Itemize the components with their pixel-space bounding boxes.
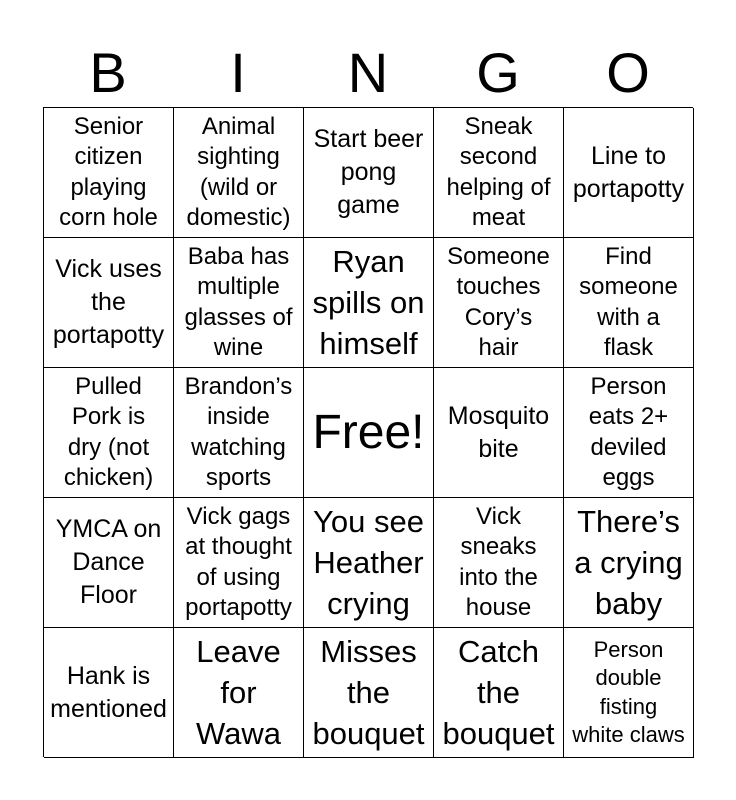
cell-text: Vick uses the portapotty — [52, 255, 165, 349]
cell-text: Sneak second helping of meat — [446, 112, 551, 231]
bingo-cell[interactable] — [174, 368, 304, 498]
cell-text: Animal sighting (wild or domestic) — [186, 112, 291, 231]
free-space[interactable] — [304, 368, 434, 498]
cell-text: Person eats 2+ deviled eggs — [588, 372, 669, 491]
cell-text: Baba has multiple glasses of wine — [184, 242, 293, 361]
bingo-cell[interactable] — [44, 628, 174, 758]
cell-text: Senior citizen playing corn hole — [59, 112, 158, 231]
bingo-cell[interactable] — [434, 238, 564, 368]
cell-text: Vick sneaks into the house — [459, 502, 538, 621]
bingo-cell[interactable] — [174, 238, 304, 368]
cell-text: Find someone with a flask — [579, 242, 678, 361]
bingo-cell[interactable] — [434, 368, 564, 498]
cell-text: Hank is mentioned — [50, 661, 167, 723]
free-space-text: Free! — [312, 405, 425, 459]
bingo-cell[interactable] — [304, 108, 434, 238]
bingo-cell[interactable] — [174, 108, 304, 238]
bingo-cell[interactable] — [174, 628, 304, 758]
bingo-cell[interactable] — [564, 238, 694, 368]
cell-text: Brandon’s inside watching sports — [184, 372, 293, 491]
header-letter-b: B — [89, 41, 127, 104]
bingo-cell[interactable] — [304, 628, 434, 758]
bingo-cell[interactable] — [304, 238, 434, 368]
bingo-cell[interactable] — [174, 498, 304, 628]
bingo-cell[interactable] — [434, 498, 564, 628]
bingo-cell[interactable] — [564, 368, 694, 498]
cell-text: Someone touches Cory’s hair — [447, 242, 550, 361]
cell-text: Pulled Pork is dry (not chicken) — [63, 372, 154, 491]
bingo-cell[interactable] — [564, 108, 694, 238]
bingo-cell[interactable] — [44, 108, 174, 238]
cell-text: Mosquito bite — [447, 401, 550, 463]
cell-text: Person double fisting white claws — [572, 636, 685, 747]
cell-text: Leave for Wawa — [196, 634, 281, 751]
bingo-header — [43, 40, 693, 106]
header-letter-n: N — [347, 41, 389, 104]
cell-text: Start beer pong game — [313, 125, 424, 219]
bingo-cell[interactable] — [44, 498, 174, 628]
cell-text: Catch the bouquet — [442, 634, 555, 751]
cell-text: YMCA on Dance Floor — [55, 515, 162, 609]
bingo-cell[interactable] — [44, 368, 174, 498]
bingo-cell[interactable] — [564, 628, 694, 758]
bingo-cell[interactable] — [434, 628, 564, 758]
header-letter-o: O — [606, 41, 650, 104]
cell-text: Line to portapotty — [572, 141, 685, 203]
cell-text: Ryan spills on himself — [312, 244, 425, 361]
cell-text: There’s a crying baby — [574, 504, 683, 621]
header-letter-i: I — [230, 41, 246, 104]
bingo-cell[interactable] — [564, 498, 694, 628]
cell-text: Misses the bouquet — [312, 634, 425, 751]
cell-text: Vick gags at thought of using portapotty — [185, 502, 292, 621]
bingo-cell[interactable] — [434, 108, 564, 238]
bingo-cell[interactable] — [44, 238, 174, 368]
header-letter-g: G — [476, 41, 520, 104]
bingo-cell[interactable] — [304, 498, 434, 628]
cell-text: You see Heather crying — [313, 504, 424, 621]
bingo-grid — [43, 107, 693, 757]
